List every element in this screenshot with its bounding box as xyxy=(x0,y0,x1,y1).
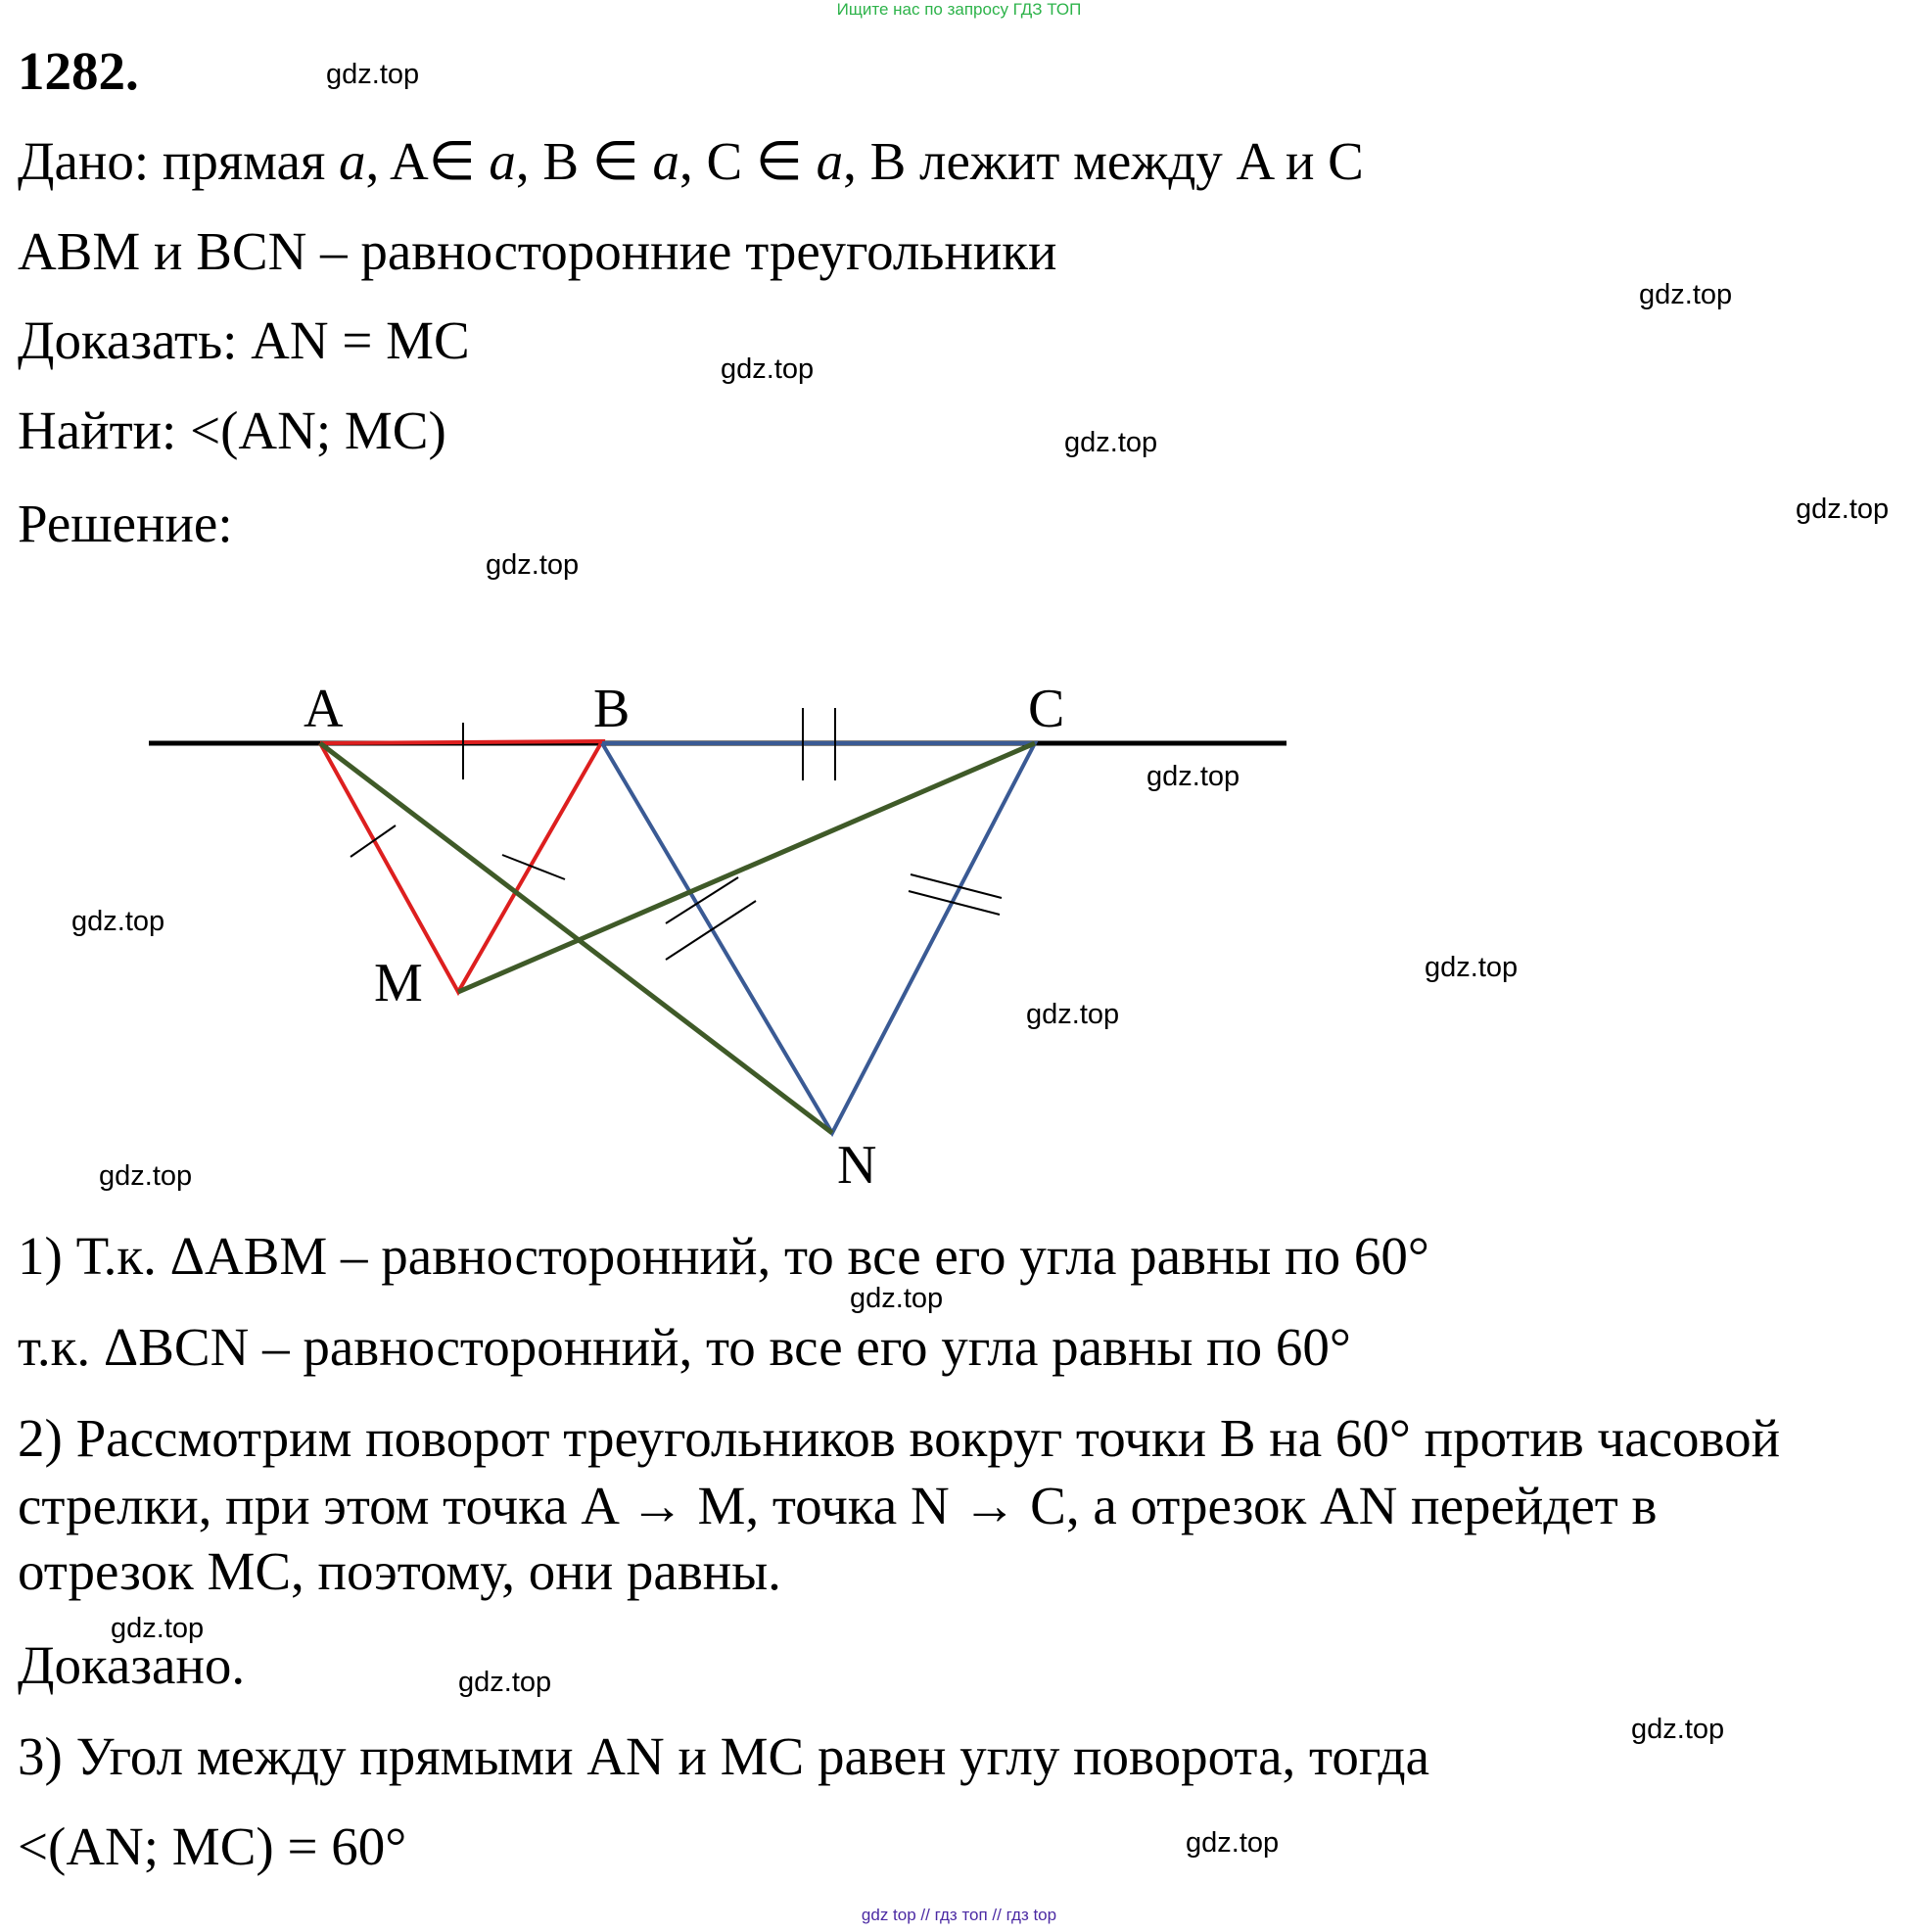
label-n: N xyxy=(837,1135,877,1196)
var-a: a xyxy=(652,131,679,191)
watermark: gdz.top xyxy=(111,1613,205,1644)
given-line-2: ABM и BCN – равносторонние треугольники xyxy=(18,221,1057,281)
label-m: M xyxy=(374,953,423,1013)
watermark: gdz.top xyxy=(1796,494,1890,525)
label-a: A xyxy=(304,679,344,739)
var-a: a xyxy=(816,131,844,191)
segment-an xyxy=(320,743,832,1133)
step-3: 3) Угол между прямыми AN и MC равен углу поворота, тогда xyxy=(18,1726,1430,1786)
solution-heading: Решение: xyxy=(18,494,233,553)
var-a: a xyxy=(339,131,366,191)
triangle-abm xyxy=(320,741,602,992)
triangle-bcn xyxy=(602,743,1035,1133)
segment-mc xyxy=(458,743,1035,992)
watermark: gdz.top xyxy=(486,549,580,581)
watermark: gdz.top xyxy=(1639,279,1733,310)
watermark: gdz.top xyxy=(1631,1714,1725,1745)
footer-watermark: gdz top // гдз топ // гдз top xyxy=(861,1906,1057,1924)
label-c: C xyxy=(1028,679,1065,739)
watermark: gdz.top xyxy=(1186,1827,1280,1859)
step-1b: т.к. ΔBCN – равносторонний, то все его угла равны по 60° xyxy=(18,1317,1351,1377)
step-1: 1) Т.к. ΔABM – равносторонний, то все его угла равны по 60° xyxy=(18,1226,1429,1286)
watermark: gdz.top xyxy=(1026,999,1120,1030)
find-statement: Найти: <(AN; MC) xyxy=(18,401,446,460)
prove-statement: Доказать: AN = MC xyxy=(18,310,470,370)
watermark: gdz.top xyxy=(721,353,815,385)
answer: <(AN; MC) = 60° xyxy=(18,1816,407,1876)
given-prefix: Дано: прямая xyxy=(18,131,340,191)
search-banner: Ищите нас по запросу ГДЗ ТОП xyxy=(836,0,1082,19)
var-a: a xyxy=(489,131,516,191)
watermark: gdz.top xyxy=(71,906,165,937)
given-mid-2: , B ∈ xyxy=(515,131,653,191)
tick-bn-2 xyxy=(666,901,756,960)
watermark: gdz.top xyxy=(1425,952,1519,983)
watermark: gdz.top xyxy=(99,1160,193,1192)
step-2-line-1: 2) Рассмотрим поворот треугольников вокруг точки B на 60° против часовой xyxy=(18,1408,1781,1468)
step-2-line-2: стрелки, при этом точка A → M, точка N → C, а отрезок AN перейдет в xyxy=(18,1476,1658,1535)
problem-number: 1282. xyxy=(18,41,139,101)
watermark: gdz.top xyxy=(1146,761,1240,792)
given-suffix: , B лежит между A и C xyxy=(843,131,1364,191)
watermark: gdz.top xyxy=(850,1283,944,1314)
given-mid-1: , A∈ xyxy=(365,131,490,191)
tick-am xyxy=(351,825,396,857)
watermark: gdz.top xyxy=(458,1667,552,1698)
given-mid-3: , C ∈ xyxy=(678,131,817,191)
label-b: B xyxy=(593,679,631,739)
proved-text: Доказано. xyxy=(18,1635,246,1695)
watermark: gdz.top xyxy=(1064,427,1158,458)
step-2-line-3: отрезок MC, поэтому, они равны. xyxy=(18,1541,781,1601)
watermark: gdz.top xyxy=(326,59,420,90)
